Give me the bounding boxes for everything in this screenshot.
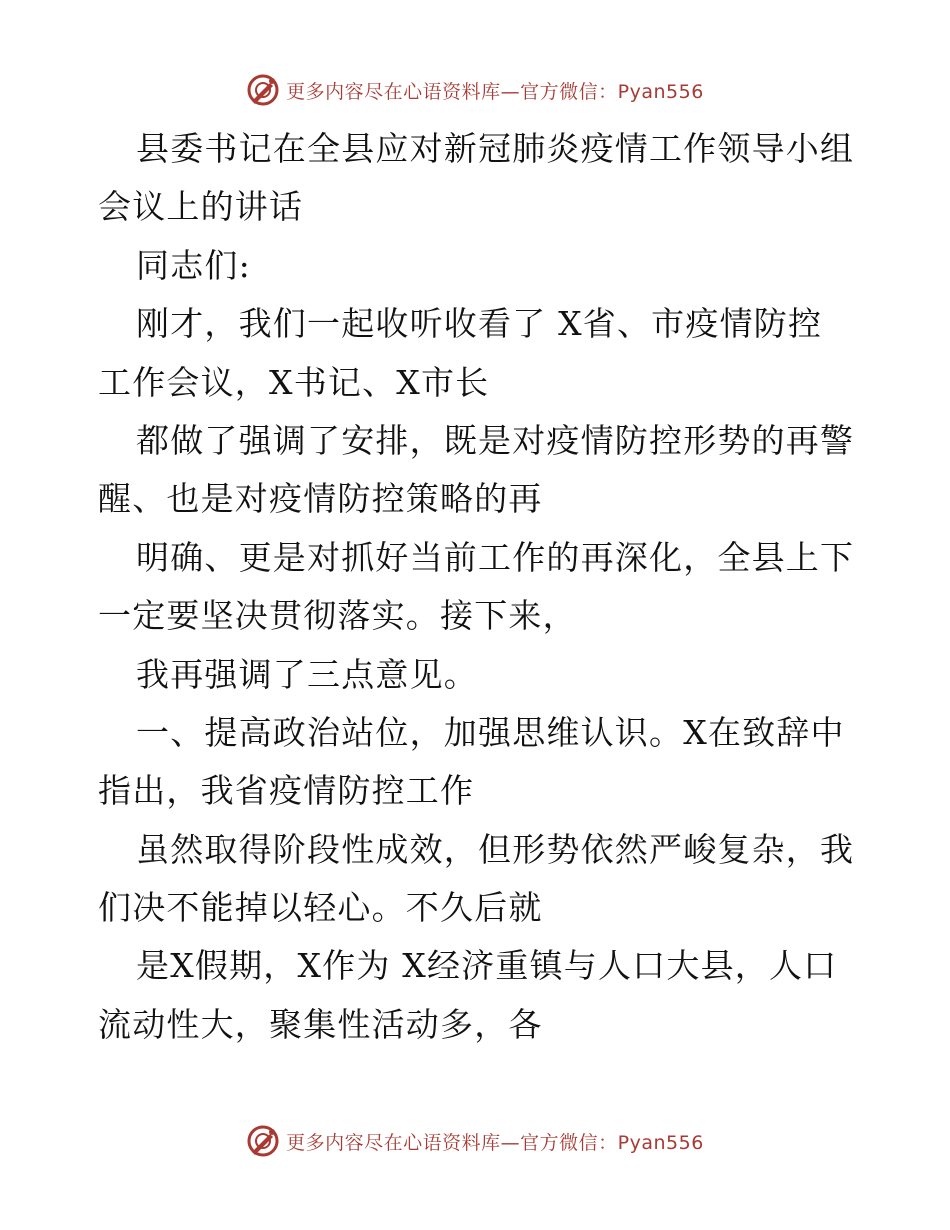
paragraph-line: 指出，我省疫情防控工作 — [98, 771, 475, 811]
title-line-2: 会议上的讲话 — [98, 187, 304, 227]
paragraph-line: 是X假期，X作为 X经济重镇与人口大县，人口 — [136, 946, 838, 986]
title-line-1: 县委书记在全县应对新冠肺炎疫情工作领导小组 — [136, 129, 855, 168]
document-body — [98, 120, 858, 1054]
header-watermark-banner — [0, 70, 950, 110]
watermark-text: 更多内容尽在心语资料库—官方微信：Pyan556 — [286, 80, 704, 103]
paragraph-line: 刚才，我们一起收听收看了 X省、市疫情防控 — [136, 304, 823, 344]
paragraph-line: 流动性大，聚集性活动多，各 — [98, 1004, 543, 1044]
paragraph-line: 都做了强调了安排，既是对疫情防控形势的再警 — [136, 420, 855, 460]
logo-icon — [246, 1124, 280, 1158]
paragraph-line: 醒、也是对疫情防控策略的再 — [98, 479, 543, 519]
paragraph-line: 虽然取得阶段性成效，但形势依然严峻复杂，我 — [136, 829, 855, 869]
paragraph-line: 一定要坚决贯彻落实。接下来， — [98, 596, 577, 636]
salutation: 同志们: — [136, 245, 251, 285]
logo-icon — [246, 73, 280, 107]
paragraph-line: 明确、更是对抓好当前工作的再深化，全县上下 — [136, 537, 855, 577]
section-heading-line: 一、提高政治站位，加强思维认识。X在致辞中 — [136, 712, 845, 752]
paragraph-line: 工作会议，X书记、X市长 — [98, 362, 490, 402]
paragraph-line: 我再强调了三点意见。 — [136, 654, 478, 694]
watermark-text: 更多内容尽在心语资料库—官方微信：Pyan556 — [286, 1131, 704, 1154]
paragraph-line: 们决不能掉以轻心。不久后就 — [98, 888, 543, 928]
footer-watermark-banner — [0, 1121, 950, 1161]
